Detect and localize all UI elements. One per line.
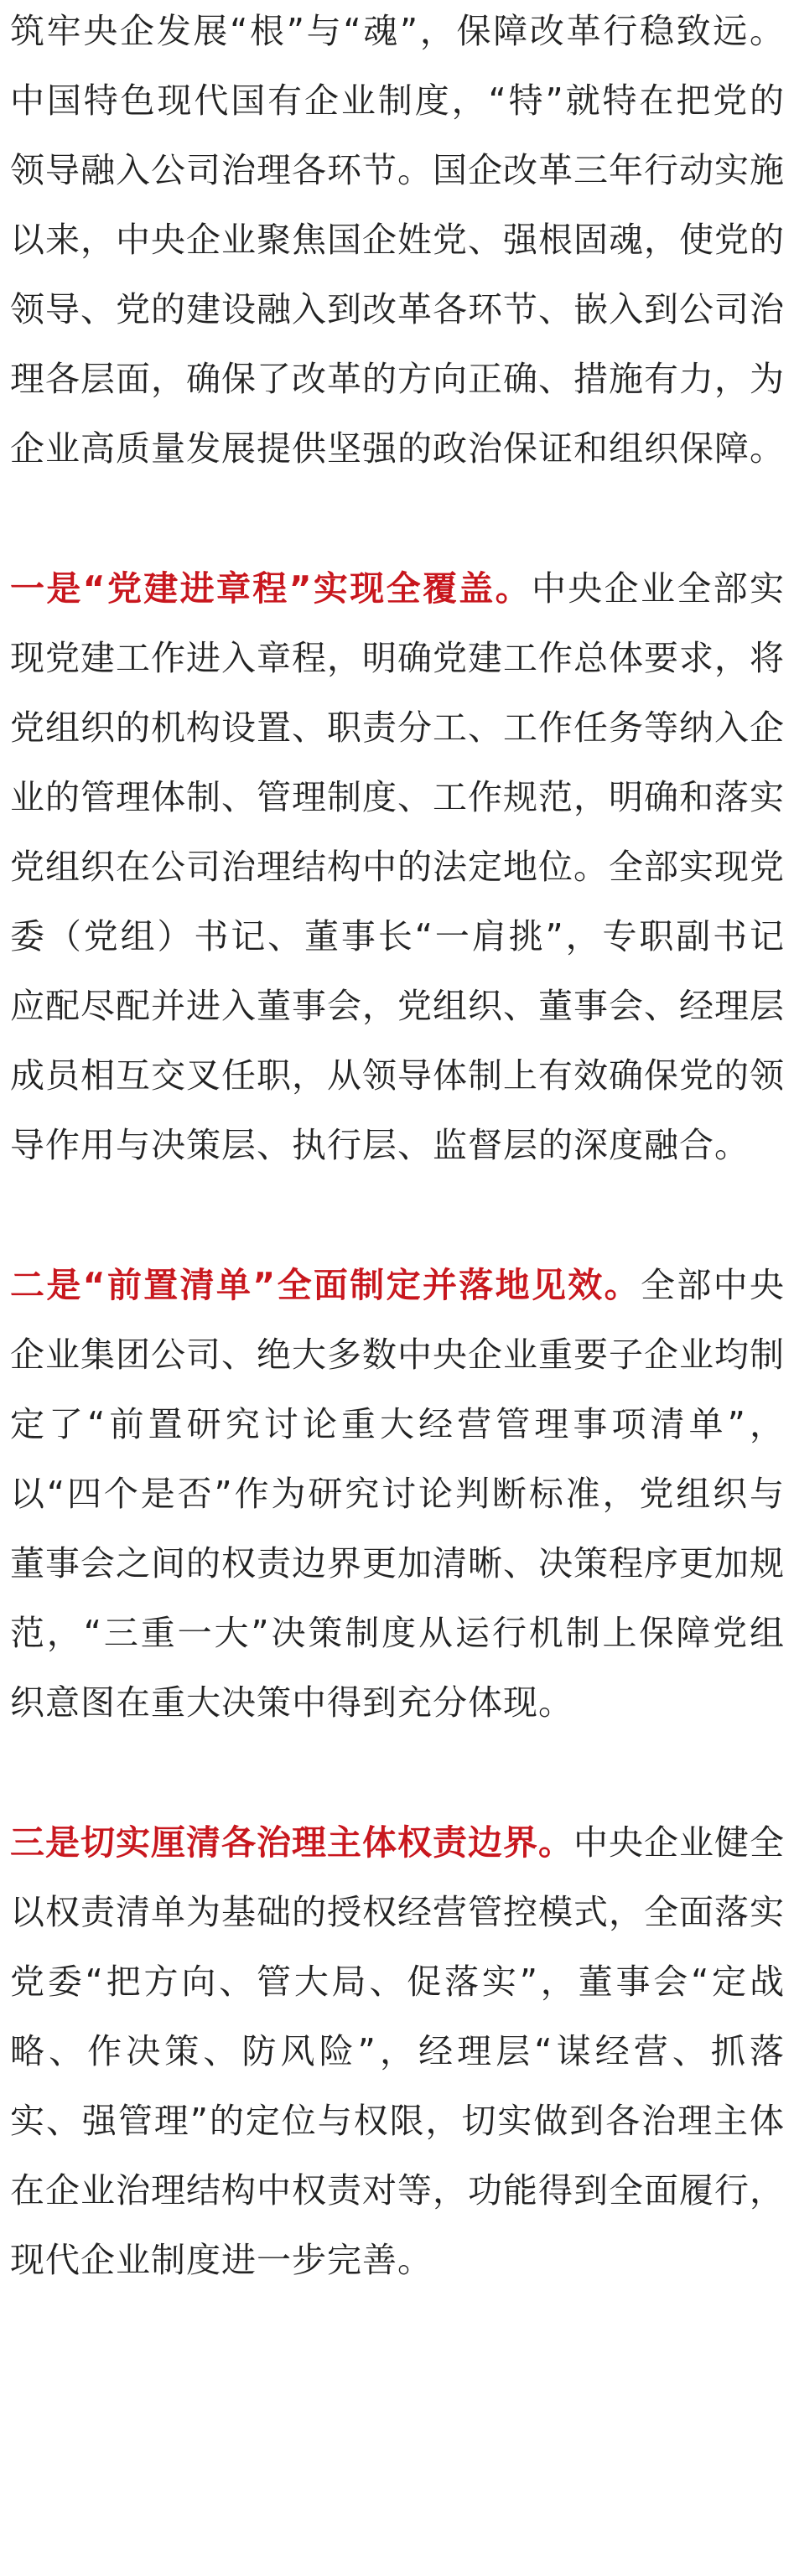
section-1-body: 中央企业全部实现党建工作进入章程，明确党建工作总体要求，将党组织的机构设置、职责分工、工作任务等纳入企业的管理体制、管理制度、工作规范，明确和落实党组织在公司治理结构中的法定地位。全部实现党委（党组）书记、董事长“一肩挑”，专职副书记应配尽配并进入董事会，党组织、董事会、经理层成员相互交叉任职，从领导体制上有效确保党的领导作用与决策层、执行层、监督层的深度融合。: [10, 568, 785, 1165]
intro-text: 中国特色现代国有企业制度，“特”就特在把党的领导融入公司治理各环节。国企改革三年行动实施以来，中央企业聚焦国企姓党、强根固魂，使党的领导、党的建设融入到改革各环节、嵌入到公司治理各层面，确保了改革的方向正确、措施有力，为企业高质量发展提供坚强的政治保证和组织保障。: [10, 80, 785, 469]
section-3-heading: 三是切实厘清各治理主体权责边界。: [10, 1822, 573, 1863]
section-1-heading: 一是“党建进章程”实现全覆盖。: [10, 568, 532, 609]
section-2-body: 全部中央企业集团公司、绝大多数中央企业重要子企业均制定了“前置研究讨论重大经营管理事项清单”，以“四个是否”作为研究讨论判断标准，党组织与董事会之间的权责边界更加清晰、决策程序更加规范，“三重一大”决策制度从运行机制上保障党组织意图在重大决策中得到充分体现。: [10, 1265, 785, 1723]
section-1-paragraph: [10, 554, 785, 1180]
intro-continued-text: 筑牢央企发展“根”与“魂”，保障改革行稳致远。: [10, 11, 785, 51]
section-2-paragraph: [10, 1251, 785, 1738]
intro-continued-paragraph: [10, 0, 785, 484]
section-3-body: 中央企业健全以权责清单为基础的授权经营管控模式，全面落实党委“把方向、管大局、促落实”，董事会“定战略、作决策、防风险”，经理层“谋经营、抓落实、强管理”的定位与权限，切实做到各治理主体在企业治理结构中权责对等，功能得到全面履行，现代企业制度进一步完善。: [10, 1822, 785, 2280]
section-3-paragraph: [10, 1808, 785, 2295]
article: [10, 0, 785, 2295]
section-2-heading: 二是“前置清单”全面制定并落地见效。: [10, 1265, 641, 1305]
